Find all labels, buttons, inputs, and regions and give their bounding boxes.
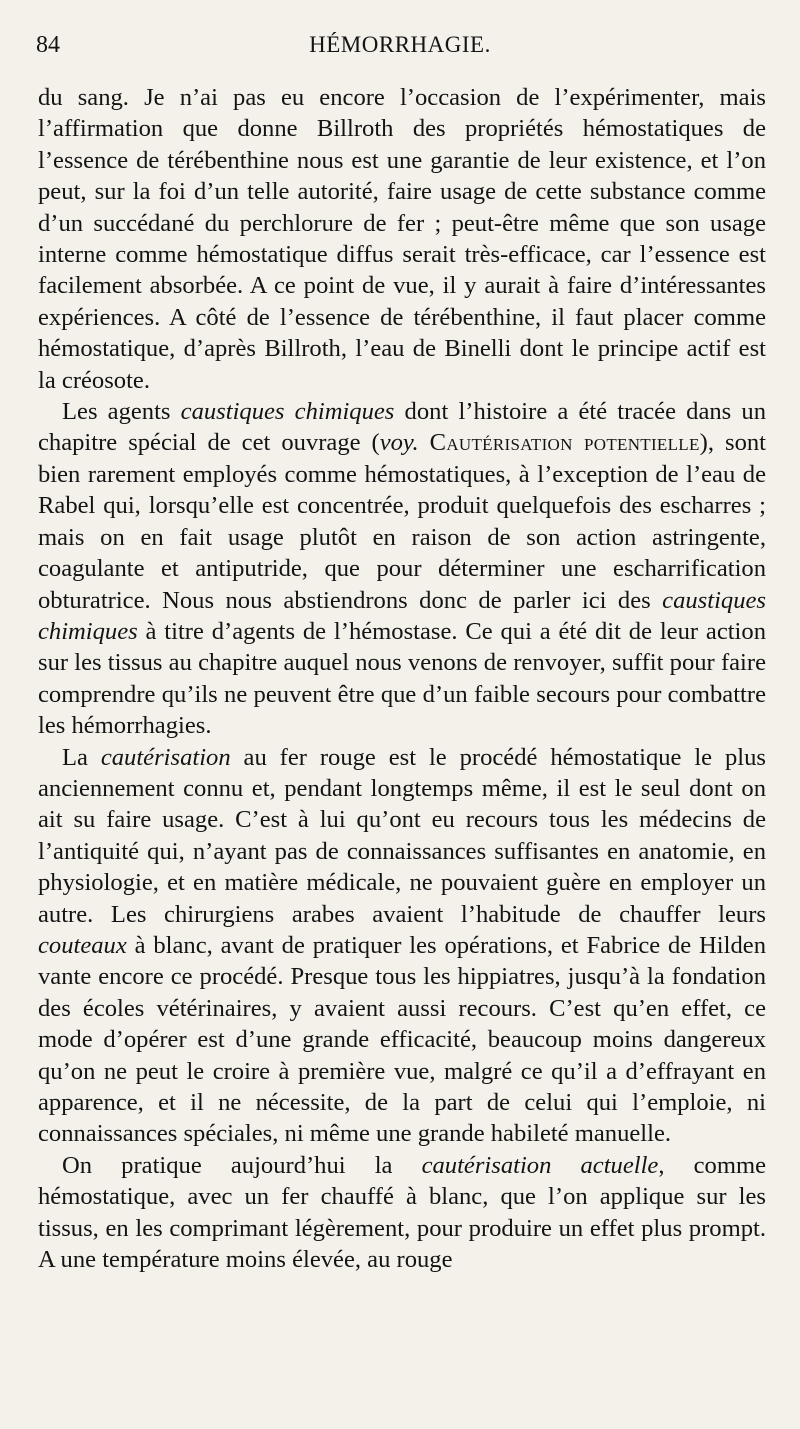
paragraph-3 [38, 742, 766, 1150]
text-run: ), sont bien rarement employés comme hémostatiques, à l’exception de l’eau de Rabel qui, lorsqu’elle est concentrée, produit quelquefois des escharres ; mais on en fait usage plutôt en raison de son action astringente, coagulante et antiputride, que pour déterminer une escharrification obturatrice. Nous nous abstiendrons donc de parler ici des [38, 429, 766, 614]
page-body [38, 82, 766, 1275]
running-title: HÉMORRHAGIE. [309, 32, 491, 57]
page-header [36, 30, 764, 62]
text-run: On pratique aujourd’hui la [62, 1151, 422, 1179]
italic-term: caustiques chimiques [180, 398, 395, 426]
italic-term: cautérisation actuelle [421, 1151, 659, 1179]
text-run: à titre d’agents de l’hémostase. Ce qui a été dit de leur action sur les tissus au chapitre auquel nous venons de renvoyer, suffit pour faire comprendre qu’ils ne peuvent être que d’un faible secours pour combattre les hémorrhagies. [38, 617, 766, 740]
text-run: dont l’histoire a été tracée dans un chapitre spécial de cet ouvrage ( [38, 398, 766, 457]
paragraph-1 [38, 82, 766, 396]
paragraph-1-text: du sang. Je n’ai pas eu encore l’occasion de l’expérimenter, mais l’affirmation que donne Billroth des propriétés hémostatiques de l’essence de térébenthine nous est une garantie de leur existence, et l’on peut, sur la foi d’un telle autorité, faire usage de cette substance comme d’un succédané du perchlorure de fer ; peut-être même que son usage interne comme hémostatique diffus serait très-efficace, car l’essence est facilement absorbée. A ce point de vue, il y aurait à faire d’intéressantes expériences. A côté de l’essence de térébenthine, il faut placer comme hémostatique, d’après Billroth, l’eau de Binelli dont le principe actif est la créosote. [38, 84, 766, 394]
italic-term: couteaux [38, 931, 127, 959]
italic-term: cautérisation [100, 743, 231, 771]
small-caps-reference: Cautérisation potentielle [429, 429, 700, 457]
text-run [419, 429, 430, 456]
italic-term: voy. [379, 429, 419, 457]
text-run: , comme hémostatique, avec un fer chauffé à blanc, que l’on applique sur les tissus, en les comprimant légèrement, pour produire un effet plus prompt. A une température moins élevée, au rouge [38, 1151, 766, 1274]
text-run: La [62, 743, 101, 771]
text-run: au fer rouge est le procédé hémostatique le plus anciennement connu et, pendant longtemps même, il est le seul dont on ait su faire usage. C’est à lui qu’ont eu recours tous les médecins de l’antiquité qui, n’ayant pas de connaissances suffisantes en anatomie, en physiologie, et en matière médicale, ne pouvaient guère en employer un autre. Les chirurgiens arabes avaient l’habitude de chauffer leurs [38, 743, 766, 928]
page-number: 84 [36, 32, 60, 58]
text-run: à blanc, avant de pratiquer les opérations, et Fabrice de Hilden vante encore ce procédé. Presque tous les hippiatres, jusqu’à la fondation des écoles vétérinaires, y avaient aussi recours. C’est qu’en effet, ce mode d’opérer est d’une grande efficacité, beaucoup moins dangereux qu’on ne peut le croire à première vue, malgré ce qu’il a d’effrayant en apparence, et il ne nécessite, de la part de celui qui l’emploie, ni connaissances spéciales, ni même une grande habileté manuelle. [38, 931, 766, 1148]
text-run: Les agents [62, 398, 181, 426]
italic-term: caustiques chimiques [38, 586, 766, 645]
paragraph-4 [38, 1150, 766, 1276]
paragraph-2 [38, 396, 766, 741]
